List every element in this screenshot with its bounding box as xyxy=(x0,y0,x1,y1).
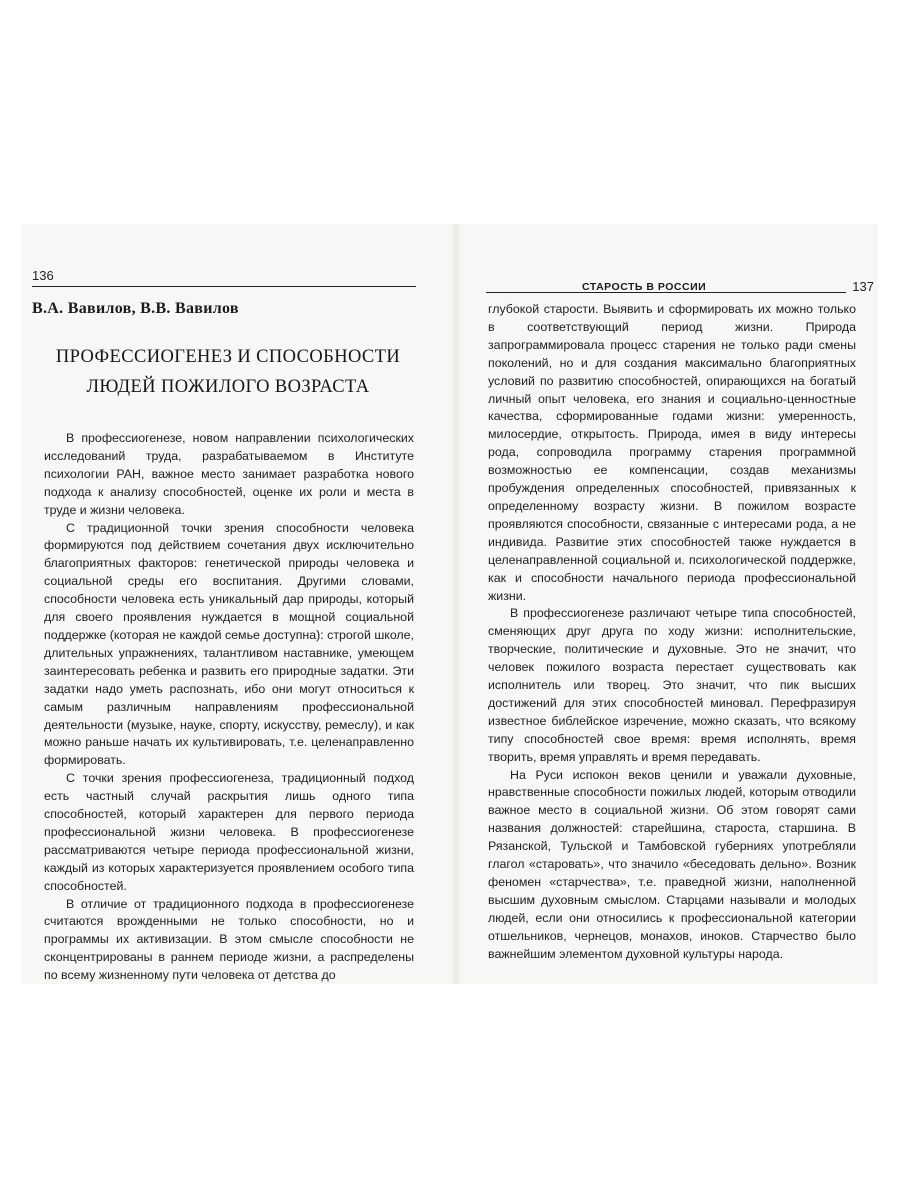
paragraph: В профессиогенезе, новом направлении психологических исследований труда, разрабатываемом в Институте психологии РАН, важное место занимает разработка нового подхода к анализу способностей, оценке их роли и места в труде и жизни человека. xyxy=(44,431,414,517)
running-head: СТАРОСТЬ В РОССИИ xyxy=(582,281,707,293)
book-gutter xyxy=(450,224,462,984)
header-rule-left xyxy=(32,286,416,287)
paragraph: глубокой старости. Выявить и сформировать их можно только в соответствующий период жизни. Природа запрограммировала процесс старения не только ради смены поколений, но и для создания максимально благоприятных условий по развитию способностей, опирающихся на богатый личный опыт человека, его знания и социально-ценностные качества, сформированные годами жизни: умеренность, милосердие, открытость. Природа, имея в виду интересы рода, сопроводила программу старения программной возможностью ее компенсации, создав механизмы пробуждения определенных способностей, привязанных к определенному возрасту жизни. В пожилом возрасте проявляются способности, связанные с интересами рода, а не индивида. Развитие этих способностей также нуждается в целенаправленной социальной и. психологической поддержке, как и способности начального периода профессиональной жизни. xyxy=(488,302,856,603)
article-title-line-1: ПРОФЕССИОГЕНЕЗ И СПОСОБНОСТИ xyxy=(55,347,401,367)
right-page xyxy=(462,224,878,984)
right-page-body xyxy=(488,301,856,964)
header-rule-right xyxy=(486,292,846,293)
paragraph: На Руси испокон веков ценили и уважали духовные, нравственные способности пожилых людей, которым отводили важное место в социальной жизни. Об этом говорят сами названия должностей: старейшина, староста, старшина. В Рязанской, Тульской и Тамбовской губерниях употребляли глагол «старовать», что значило «беседовать дельно». Возник феномен «старчества», т.е. праведной жизни, наполненной высшим духовным смыслом. Старцами называли и молодых людей, если они относились к профессиональной категории отшельников, чернецов, монахов, иноков. Старчество было важнейшим элементом духовной культуры народа. xyxy=(488,767,856,961)
left-page xyxy=(22,224,450,984)
paragraph: С традиционной точки зрения способности человека формируются под действием сочетания двух исключительно благоприятных факторов: генетической природы человека и социальной среды его воспитания. Другими словами, способности человека есть уникальный дар природы, который для своего проявления нуждается в мощной социальной поддержке (которая не каждой семье доступна): строгой школе, длительных упражнениях, талантливом наставнике, умеющем заинтересовать ребенка и развить его природные задатки. Эти задатки надо уметь распознать, ибо они могут относиться к самым различным направлениям профессиональной деятельности (музыке, науке, спорту, искусству, ремеслу), и как можно раньше начать их культивировать, т.е. целенаправленно формировать. xyxy=(44,520,414,768)
article-authors: В.А. Вавилов, В.В. Вавилов xyxy=(32,300,239,317)
page-number-right: 137 xyxy=(852,279,874,294)
paragraph: В отличие от традиционного подхода в профессиогенезе считаются врожденными не только способности, но и программы их активизации. В этом смысле способности не сконцентрированы в раннем периоде жизни, а распределены по всему жизненному пути человека от детства до xyxy=(44,896,414,983)
article-title-line-2: ЛЮДЕЙ ПОЖИЛОГО ВОЗРАСТА xyxy=(86,377,370,397)
page-number-left: 136 xyxy=(32,268,54,283)
article-title xyxy=(32,342,424,402)
book-spread xyxy=(22,224,878,984)
left-page-body xyxy=(44,430,414,985)
paragraph: В профессиогенезе различают четыре типа способностей, сменяющих друг друга по ходу жизни: исполнительские, творческие, политические и духовные. Это не значит, что человек пожилого возраста перестает существовать как исполнитель или творец. Это значит, что пик высших достижений для этих способностей миновал. Перефразируя известное библейское изречение, можно сказать, что всякому типу способностей свое время: время исполнять, время творить, время управлять и время передавать. xyxy=(488,606,856,764)
paragraph: С точки зрения профессиогенеза, традиционный подход есть частный случай раскрытия лишь одного типа способностей, который характерен для первого периода профессиональной жизни человека. В профессиогенезе рассматриваются четыре периода профессиональной жизни, каждый из которых характеризуется проявлением особого типа способностей. xyxy=(44,771,414,893)
